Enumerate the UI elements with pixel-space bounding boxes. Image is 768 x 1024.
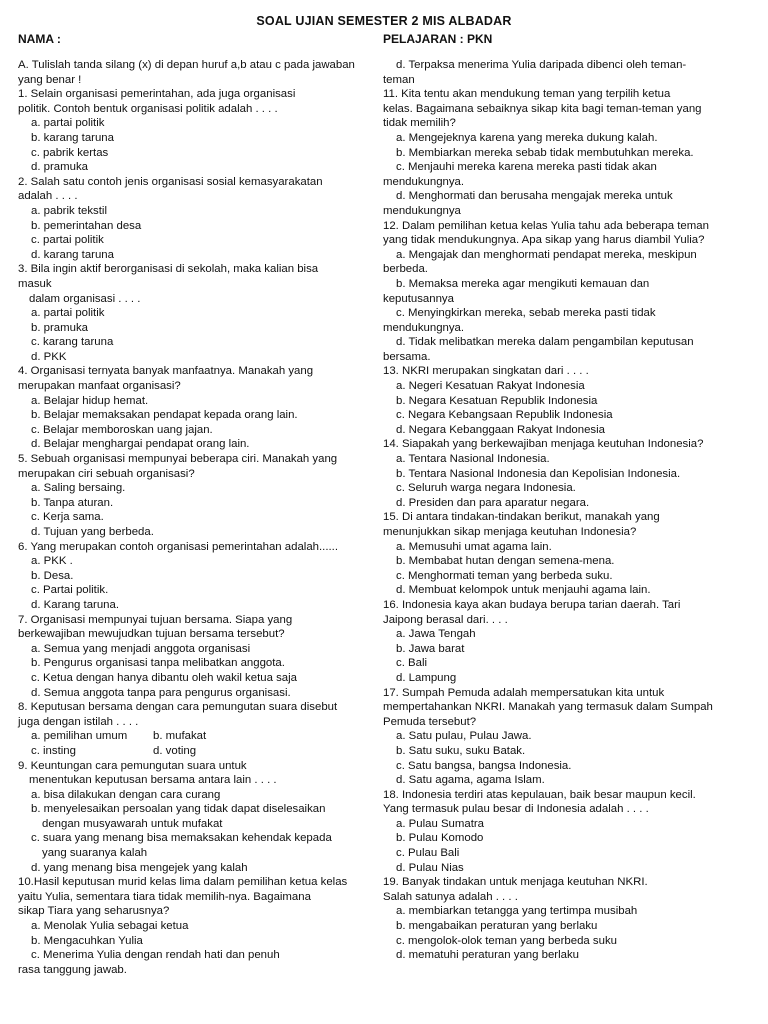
answer-option: b. Pulau Komodo <box>396 832 484 845</box>
question-line: mendukungnya. <box>383 321 465 334</box>
question-line: A. Tulislah tanda silang (x) di depan huruf a,b atau c pada jawaban <box>18 59 355 71</box>
question-line: adalah . . . . <box>18 190 78 203</box>
answer-option: b. Belajar memaksakan pendapat kepada orang lain. <box>31 409 298 422</box>
answer-option: b. Mengacuhkan Yulia <box>31 934 143 947</box>
question-line: kelas. Bagaimana sebaiknya sikap kita bagi teman-teman yang <box>383 102 702 115</box>
answer-option: d. pramuka <box>31 161 88 174</box>
answer-option: a. Saling bersaing. <box>31 482 126 495</box>
answer-option: a. PKK . <box>31 555 73 568</box>
question-line: 4. Organisasi ternyata banyak manfaatnya. Manakah yang <box>18 365 314 378</box>
answer-option: c. Satu bangsa, bangsa Indonesia. <box>396 759 572 772</box>
answer-option: c. partai politik <box>31 234 104 247</box>
answer-option: a. pemilihan umum <box>31 730 128 743</box>
answer-option: b. Memaksa mereka agar mengikuti kemauan dan <box>396 277 650 290</box>
question-line: rasa tanggung jawab. <box>18 963 127 976</box>
question-line: mempertahankan NKRI. Manakah yang termasuk dalam Sumpah <box>383 701 713 714</box>
question-line: 1. Selain organisasi pemerintahan, ada juga organisasi <box>18 88 296 101</box>
answer-option: c. karang taruna <box>31 336 114 349</box>
answer-option: c. insting <box>31 744 76 757</box>
question-line: yaitu Yulia, sementara tiara tidak memilih-nya. Bagaimana <box>18 890 311 903</box>
answer-option: b. Tentara Nasional Indonesia dan Kepolisian Indonesia. <box>396 467 681 480</box>
answer-option: b. Satu suku, suku Batak. <box>396 744 526 757</box>
question-line: berkewajiban mewujudkan tujuan bersama tersebut? <box>18 628 285 641</box>
answer-option: c. suara yang menang bisa memaksakan kehendak kepada <box>31 832 332 845</box>
answer-option: b. Negara Kesatuan Republik Indonesia <box>396 394 598 407</box>
answer-option: a. Semua yang menjadi anggota organisasi <box>31 642 251 655</box>
answer-option: d. Pulau Nias <box>396 861 464 874</box>
question-line: merupakan ciri sebuah organisasi? <box>18 467 195 480</box>
question-line: bersama. <box>383 350 431 363</box>
question-line: 2. Salah satu contoh jenis organisasi sosial kemasyarakatan <box>18 175 323 188</box>
answer-option: d. Negara Kebanggaan Rakyat Indonesia <box>396 423 605 436</box>
answer-option: b. mufakat <box>153 730 207 743</box>
answer-option: b. Membiarkan mereka sebab tidak membutuhkan mereka. <box>396 146 694 159</box>
answer-option: a. partai politik <box>31 307 105 320</box>
answer-option: d. Terpaksa menerima Yulia daripada dibenci oleh teman- <box>396 59 687 71</box>
answer-option: d. yang menang bisa mengejek yang kalah <box>31 861 248 874</box>
answer-option: a. partai politik <box>31 117 105 130</box>
answer-option: d. mematuhi peraturan yang berlaku <box>396 949 579 962</box>
pelajaran-label: PELAJARAN : PKN <box>383 32 493 46</box>
answer-option: b. pemerintahan desa <box>31 219 142 232</box>
answer-option: a. Tentara Nasional Indonesia. <box>396 453 550 466</box>
question-line: 18. Indonesia terdiri atas kepulauan, baik besar maupun kecil. <box>383 788 696 801</box>
answer-option: a. membiarkan tetangga yang tertimpa musibah <box>396 905 638 918</box>
answer-option: d. Presiden dan para aparatur negara. <box>396 496 590 509</box>
answer-option: yang suaranya kalah <box>42 847 148 860</box>
answer-option: d. Semua anggota tanpa para pengurus organisasi. <box>31 686 291 699</box>
answer-option: d. Tidak melibatkan mereka dalam pengambilan keputusan <box>396 336 694 349</box>
question-line: yang tidak mendukungnya. Apa sikap yang harus diambil Yulia? <box>383 234 705 247</box>
left-column <box>18 58 384 977</box>
answer-option: a. Negeri Kesatuan Rakyat Indonesia <box>396 380 585 393</box>
answer-option: d. voting <box>153 744 197 757</box>
answer-option: a. Pulau Sumatra <box>396 817 485 830</box>
answer-option: a. Satu pulau, Pulau Jawa. <box>396 730 532 743</box>
answer-option: c. Seluruh warga negara Indonesia. <box>396 482 576 495</box>
answer-option: c. mengolok-olok teman yang berbeda suku <box>396 934 617 947</box>
answer-option: b. Jawa barat <box>396 642 465 655</box>
answer-option: d. Belajar menghargai pendapat orang lain. <box>31 438 250 451</box>
question-line: 15. Di antara tindakan-tindakan berikut, manakah yang <box>383 511 660 524</box>
answer-option: c. Partai politik. <box>31 584 109 597</box>
answer-option: c. Negara Kebangsaan Republik Indonesia <box>396 409 613 422</box>
answer-option: a. Mengejeknya karena yang mereka dukung kalah. <box>396 131 658 144</box>
answer-option: d. Lampung <box>396 671 457 684</box>
answer-option: a. Jawa Tengah <box>396 628 476 641</box>
answer-option: d. Karang taruna. <box>31 598 120 611</box>
question-line: 16. Indonesia kaya akan budaya berupa tarian daerah. Tari <box>383 598 681 611</box>
answer-option: c. Ketua dengan hanya dibantu oleh wakil ketua saja <box>31 671 297 684</box>
question-line: dalam organisasi . . . . <box>29 292 141 305</box>
answer-option: d. PKK <box>31 350 67 363</box>
question-line: 11. Kita tentu akan mendukung teman yang terpilih ketua <box>383 88 671 101</box>
answer-option: b. menyelesaikan persoalan yang tidak dapat diselesaikan <box>31 803 326 816</box>
answer-option: b. Pengurus organisasi tanpa melibatkan anggota. <box>31 657 285 670</box>
question-line: yang benar ! <box>18 73 82 86</box>
question-line: menentukan keputusan bersama antara lain . . . . <box>29 774 277 787</box>
question-line: 9. Keuntungan cara pemungutan suara untuk <box>18 759 247 772</box>
answer-option: c. Kerja sama. <box>31 511 104 524</box>
answer-option: c. Menerima Yulia dengan rendah hati dan penuh <box>31 949 280 962</box>
question-line: berbeda. <box>383 263 428 276</box>
question-line: 14. Siapakah yang berkewajiban menjaga keutuhan Indonesia? <box>383 438 704 451</box>
answer-option: c. Menyingkirkan mereka, sebab mereka pasti tidak <box>396 307 656 320</box>
question-line: 10.Hasil keputusan murid kelas lima dalam pemilihan ketua kelas <box>18 876 348 889</box>
answer-option-pair <box>18 729 384 744</box>
question-line: 12. Dalam pemilihan ketua kelas Yulia tahu ada beberapa teman <box>383 219 709 232</box>
question-line: keputusannya <box>383 292 454 305</box>
answer-option: a. Belajar hidup hemat. <box>31 394 149 407</box>
question-line: 3. Bila ingin aktif berorganisasi di sekolah, maka kalian bisa <box>18 263 319 276</box>
answer-option: b. Tanpa aturan. <box>31 496 114 509</box>
question-line: 8. Keputusan bersama dengan cara pemungutan suara disebut <box>18 701 338 714</box>
answer-option: a. Menolak Yulia sebagai ketua <box>31 920 189 933</box>
question-line: 5. Sebuah organisasi mempunyai beberapa ciri. Manakah yang <box>18 453 338 466</box>
question-line: mendukungnya. <box>383 175 465 188</box>
question-line: 19. Banyak tindakan untuk menjaga keutuhan NKRI. <box>383 876 648 889</box>
answer-option: d. Membuat kelompok untuk menjauhi agama lain. <box>396 584 651 597</box>
answer-option: c. Menghormati teman yang berbeda suku. <box>396 569 613 582</box>
question-line: Jaipong berasal dari. . . . <box>383 613 508 626</box>
answer-option: b. mengabaikan peraturan yang berlaku <box>396 920 598 933</box>
answer-option: b. pramuka <box>31 321 88 334</box>
answer-option: c. Belajar memboroskan uang jajan. <box>31 423 213 436</box>
question-line: tidak memilih? <box>383 117 456 130</box>
question-line: Salah satunya adalah . . . . <box>383 890 518 903</box>
question-line: 17. Sumpah Pemuda adalah mempersatukan kita untuk <box>383 686 665 699</box>
nama-label: NAMA : <box>18 32 61 46</box>
answer-option: a. pabrik tekstil <box>31 204 107 217</box>
answer-option: d. Satu agama, agama Islam. <box>396 774 545 787</box>
question-line: teman <box>383 73 415 86</box>
question-line: 7. Organisasi mempunyai tujuan bersama. Siapa yang <box>18 613 293 626</box>
answer-option: c. Pulau Bali <box>396 847 460 860</box>
answer-option: a. Mengajak dan menghormati pendapat mereka, meskipun <box>396 248 697 261</box>
answer-option: b. karang taruna <box>31 131 114 144</box>
answer-option: c. pabrik kertas <box>31 146 109 159</box>
answer-option-pair <box>18 744 384 759</box>
answer-option: a. Memusuhi umat agama lain. <box>396 540 552 553</box>
answer-option: d. Menghormati dan berusaha mengajak mereka untuk <box>396 190 673 203</box>
answer-option: b. Membabat hutan dengan semena-mena. <box>396 555 615 568</box>
question-line: sikap Tiara yang seharusnya? <box>18 905 170 918</box>
question-line: Yang termasuk pulau besar di Indonesia adalah . . . . <box>383 803 649 816</box>
question-line: politik. Contoh bentuk organisasi politik adalah . . . . <box>18 102 278 115</box>
answer-option: b. Desa. <box>31 569 74 582</box>
answer-option: c. Bali <box>396 657 428 670</box>
question-line: juga dengan istilah . . . . <box>18 715 139 728</box>
question-line: 13. NKRI merupakan singkatan dari . . . . <box>383 365 589 378</box>
question-line: menunjukkan sikap menjaga keutuhan Indonesia? <box>383 526 637 538</box>
page-title: SOAL UJIAN SEMESTER 2 MIS ALBADAR <box>256 14 512 28</box>
question-line: merupakan manfaat organisasi? <box>18 380 181 393</box>
answer-option: d. Tujuan yang berbeda. <box>31 526 154 538</box>
answer-option: dengan musyawarah untuk mufakat <box>42 817 223 830</box>
answer-option: a. bisa dilakukan dengan cara curang <box>31 788 221 801</box>
question-line: 6. Yang merupakan contoh organisasi pemerintahan adalah...... <box>18 540 338 553</box>
answer-option: d. karang taruna <box>31 248 114 261</box>
answer-option: c. Menjauhi mereka karena mereka pasti tidak akan <box>396 161 657 174</box>
question-line: mendukungnya <box>383 204 461 217</box>
question-line: masuk <box>18 277 52 290</box>
right-column <box>383 58 755 963</box>
question-line: Pemuda tersebut? <box>383 715 477 728</box>
